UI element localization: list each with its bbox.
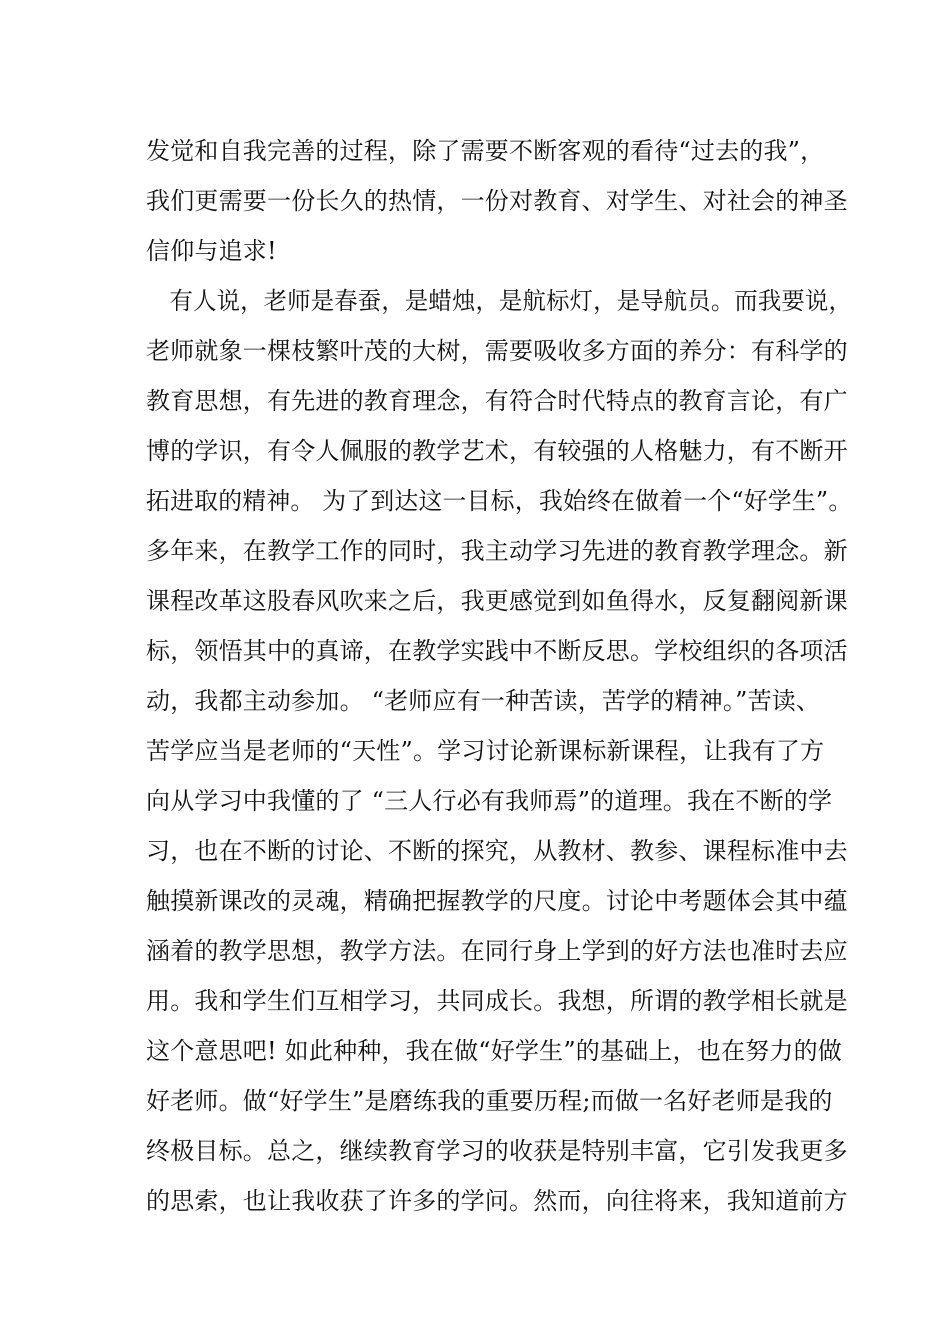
text-line: 老师就象一棵枝繁叶茂的大树，需要吸收多方面的养分：有科学的 [146,337,848,365]
text-line: 这个意思吧! 如此种种，我在做“好学生”的基础上，也在努力的做 [146,1037,843,1065]
text-line: 涵着的教学思想，教学方法。在同行身上学到的好方法也准时去应 [146,937,848,965]
text-line: 教育思想，有先进的教育理念，有符合时代特点的教育言论，有广 [146,387,848,415]
text-line: 习，也在不断的讨论、不断的探究，从教材、教参、课程标准中去 [146,837,848,865]
text-line: 向从学习中我懂的了 “三人行必有我师焉”的道理。我在不断的学 [146,787,833,815]
text-line: 终极目标。总之，继续教育学习的收获是特别丰富，它引发我更多 [146,1137,848,1165]
text-line: 博的学识，有令人佩服的教学艺术，有较强的人格魅力，有不断开 [146,437,848,465]
text-line: 好老师。做“好学生”是磨练我的重要历程;而做一名好老师是我的 [146,1087,833,1115]
text-line: 触摸新课改的灵魂，精确把握教学的尺度。讨论中考题体会其中蕴 [146,887,848,915]
text-line: 发觉和自我完善的过程，除了需要不断客观的看待“过去的我”， [146,137,825,165]
text-line: 多年来，在教学工作的同时，我主动学习先进的教育教学理念。新 [146,537,848,565]
text-line: 有人说，老师是春蚕，是蜡烛，是航标灯，是导航员。而我要说， [146,287,853,315]
text-line: 信仰与追求! [146,237,277,265]
text-line: 的思索，也让我收获了许多的学问。然而，向往将来，我知道前方 [146,1187,848,1215]
text-line: 标，领悟其中的真谛，在教学实践中不断反思。学校组织的各项活 [146,637,848,665]
text-line: 课程改革这股春风吹来之后，我更感觉到如鱼得水，反复翻阅新课 [146,587,848,615]
text-line: 用。我和学生们互相学习，共同成长。我想，所谓的教学相长就是 [146,987,848,1015]
text-line: 苦学应当是老师的“天性”。学习讨论新课标新课程，让我有了方 [146,737,825,765]
text-line: 我们更需要一份长久的热情，一份对教育、对学生、对社会的神圣 [146,187,848,215]
text-line: 拓进取的精神。 为了到达这一目标，我始终在做着一个“好学生”。 [146,487,853,515]
text-line: 动，我都主动参加。 “老师应有一种苦读，苦学的精神。”苦读、 [146,687,821,715]
